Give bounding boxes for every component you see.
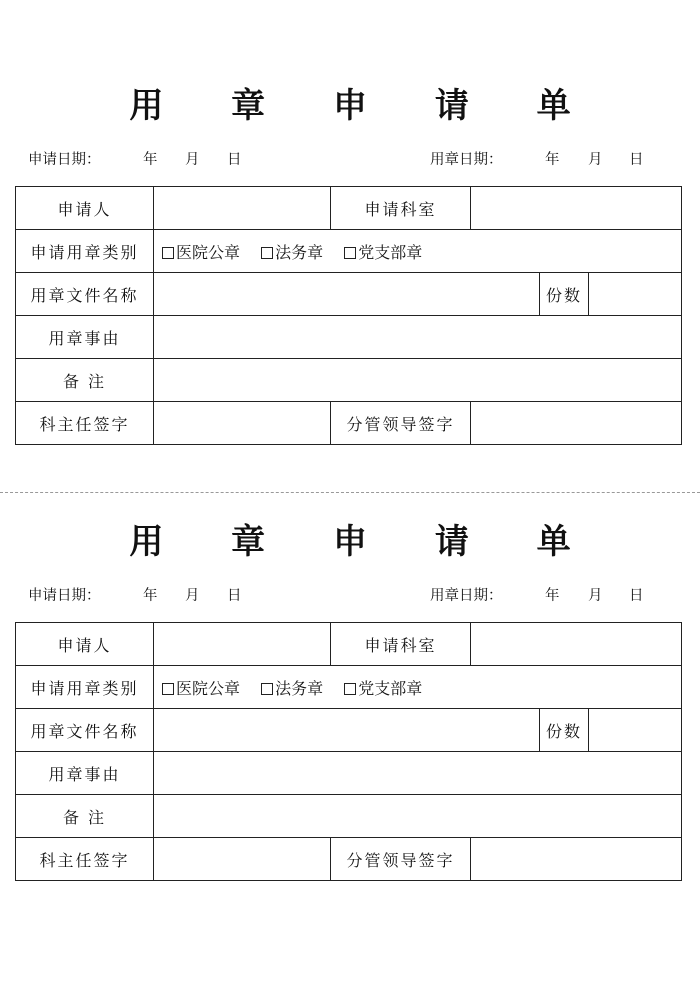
option-party-branch-seal[interactable]: 党支部章	[344, 679, 422, 698]
document-name-field[interactable]	[154, 273, 540, 316]
apply-year-unit: 年	[143, 588, 158, 604]
remarks-label: 备 注	[16, 795, 154, 838]
copies-field[interactable]	[589, 709, 682, 752]
document-name-label: 用章文件名称	[16, 273, 154, 316]
section-chief-sign-field[interactable]	[154, 838, 331, 881]
checkbox-icon[interactable]	[344, 683, 356, 695]
document-name-field[interactable]	[154, 709, 540, 752]
table-row	[16, 359, 682, 402]
table-row	[16, 752, 682, 795]
use-date-label: 用章日期：	[430, 152, 503, 168]
table-row	[16, 838, 682, 881]
option-legal-seal[interactable]: 法务章	[261, 679, 323, 698]
remarks-field[interactable]	[154, 795, 682, 838]
use-month-unit: 月	[588, 152, 603, 168]
applicant-label: 申请人	[16, 187, 154, 230]
reason-field[interactable]	[154, 316, 682, 359]
form-title: 用 章 申 请 单	[129, 86, 599, 126]
applicant-label: 申请人	[16, 623, 154, 666]
apply-month-unit: 月	[185, 588, 200, 604]
checkbox-icon[interactable]	[162, 683, 174, 695]
applicant-field[interactable]	[154, 187, 331, 230]
section-chief-sign-label: 科主任签字	[16, 838, 154, 881]
leader-sign-field[interactable]	[471, 838, 682, 881]
use-year-unit: 年	[545, 588, 560, 604]
option-hospital-seal[interactable]: 医院公章	[162, 243, 240, 262]
apply-month-unit: 月	[185, 152, 200, 168]
reason-label: 用章事由	[16, 752, 154, 795]
department-label: 申请科室	[331, 623, 471, 666]
checkbox-icon[interactable]	[162, 247, 174, 259]
table-row	[16, 402, 682, 445]
leader-sign-label: 分管领导签字	[331, 838, 471, 881]
table-row	[16, 273, 682, 316]
reason-label: 用章事由	[16, 316, 154, 359]
apply-year-unit: 年	[143, 152, 158, 168]
form-title: 用 章 申 请 单	[129, 522, 599, 562]
option-hospital-seal[interactable]: 医院公章	[162, 679, 240, 698]
table-row	[16, 709, 682, 752]
department-field[interactable]	[471, 623, 682, 666]
use-year-unit: 年	[545, 152, 560, 168]
seal-type-options	[154, 666, 682, 709]
remarks-field[interactable]	[154, 359, 682, 402]
use-date-label: 用章日期：	[430, 588, 503, 604]
form-table	[15, 622, 682, 881]
table-row	[16, 230, 682, 273]
copies-field[interactable]	[589, 273, 682, 316]
department-field[interactable]	[471, 187, 682, 230]
checkbox-icon[interactable]	[344, 247, 356, 259]
remarks-label: 备 注	[16, 359, 154, 402]
table-row	[16, 316, 682, 359]
checkbox-icon[interactable]	[261, 247, 273, 259]
checkbox-icon[interactable]	[261, 683, 273, 695]
apply-date-label: 申请日期：	[28, 152, 101, 168]
use-day-unit: 日	[629, 152, 644, 168]
table-row	[16, 795, 682, 838]
table-row	[16, 187, 682, 230]
option-party-branch-seal[interactable]: 党支部章	[344, 243, 422, 262]
cut-line	[0, 492, 700, 493]
department-label: 申请科室	[331, 187, 471, 230]
apply-date-label: 申请日期：	[28, 588, 101, 604]
section-chief-sign-label: 科主任签字	[16, 402, 154, 445]
document-name-label: 用章文件名称	[16, 709, 154, 752]
use-day-unit: 日	[629, 588, 644, 604]
section-chief-sign-field[interactable]	[154, 402, 331, 445]
leader-sign-field[interactable]	[471, 402, 682, 445]
reason-field[interactable]	[154, 752, 682, 795]
applicant-field[interactable]	[154, 623, 331, 666]
seal-type-options	[154, 230, 682, 273]
seal-type-label: 申请用章类别	[16, 230, 154, 273]
apply-day-unit: 日	[227, 152, 242, 168]
seal-type-label: 申请用章类别	[16, 666, 154, 709]
leader-sign-label: 分管领导签字	[331, 402, 471, 445]
apply-day-unit: 日	[227, 588, 242, 604]
use-month-unit: 月	[588, 588, 603, 604]
copies-label: 份数	[540, 709, 589, 752]
option-legal-seal[interactable]: 法务章	[261, 243, 323, 262]
form-table	[15, 186, 682, 445]
table-row	[16, 623, 682, 666]
copies-label: 份数	[540, 273, 589, 316]
table-row	[16, 666, 682, 709]
